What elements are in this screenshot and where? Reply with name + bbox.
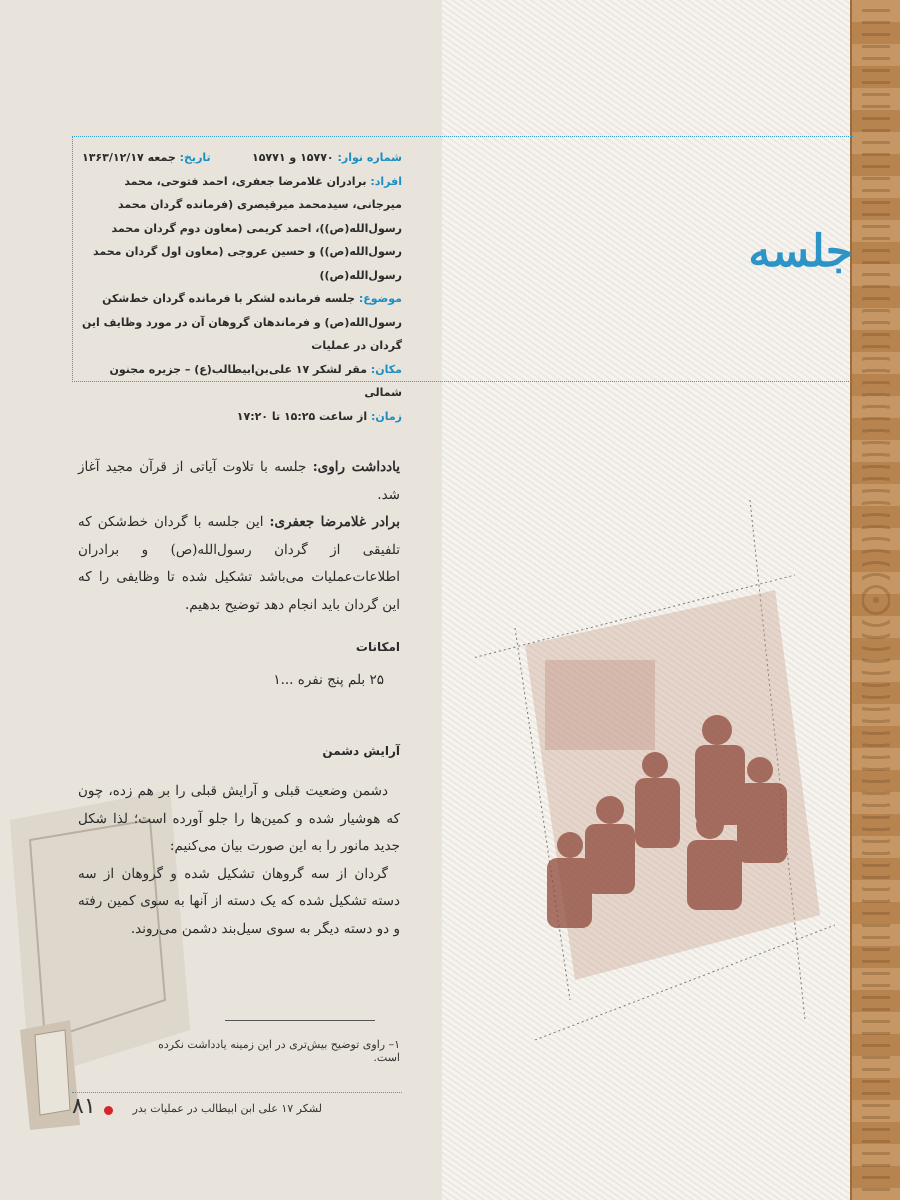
section-heading-resources: امکانات (355, 640, 400, 654)
date-label: تاریخ: (179, 151, 211, 164)
footer-rule (72, 1092, 402, 1093)
place-row (82, 358, 402, 405)
page-footer (72, 1094, 402, 1122)
enemy-layout-paragraph-2: گردان از سه گروهان تشکیل شده و گروهان از سه دسته تشکیل شده که یک دسته از آنها به سوی کمین رفته و دو دسته دیگر به سوی سیل‌بند دشمن می‌روند. (78, 865, 400, 937)
section-heading-enemy-layout: آرایش دشمن (322, 744, 400, 758)
tape-date-row (82, 146, 402, 170)
date-value: جمعه ۱۳۶۳/۱۲/۱۷ (82, 151, 176, 164)
enemy-layout-paragraph-1: دشمن وضعیت قبلی و آرایش قبلی را بر هم زده، چون که هوشیار شده و کمین‌ها را جلو آورده است؛ لذا شکل جدید مانور را به این صورت بیان می‌کنیم: (78, 783, 400, 854)
time-label: زمان: (370, 409, 402, 423)
footer-title: لشکر ۱۷ علی ابن ابیطالب در عملیات بدر (132, 1102, 322, 1115)
place-value: مقر لشکر ۱۷ علی‌بن‌ابیطالب(ع) – جزیره مجنون شمالی (109, 362, 402, 399)
people-label: افراد: (370, 174, 402, 188)
resources-text: ۲۵ بلم پنج نفره ...۱ (273, 672, 384, 688)
session-info-text (82, 146, 402, 428)
footnote: ۱– راوی توضیح بیش‌تری در این زمینه یادداشت نکرده است. (158, 1038, 400, 1064)
tape-label: شماره نوار: (337, 151, 402, 164)
people-value: برادران غلامرضا جعفری، احمد فتوحی، محمد میرجانی، سیدمحمد میرقیصری (فرمانده گردان محمد رسول‌الله(ص))، احمد کریمی (معاون دوم گردان محمد رسول‌الله(ص)) و حسین عروجی (معاون اول گردان محمد رسول‌الله(ص)) (92, 174, 402, 282)
subject-label: موضوع: (358, 292, 402, 305)
speaker-label: برادر غلامرضا جعفری: (269, 514, 400, 530)
tape-number-row (252, 146, 402, 170)
enemy-layout-text (78, 778, 400, 943)
narrator-text: جلسه با تلاوت آیاتی از قرآن مجید آغاز شد. (78, 459, 400, 503)
speaker-text: این جلسه با گردان خط‌شکن که تلفیقی از گردان رسول‌الله(ص) و برادران اطلاعات‌عملیات می‌باشد تشکیل شده تا وظایفی را که این گردان باید انجام دهد توضیح بدهیم. (78, 514, 400, 613)
time-row (82, 405, 402, 429)
speaker-paragraph (78, 509, 400, 619)
date-row (82, 146, 211, 170)
people-row (82, 170, 402, 288)
subject-value: جلسه فرمانده لشکر با فرمانده گردان خط‌شکن رسول‌الله(ص) و فرماندهان گروهان آن در مورد وظایف این گردان در عملیات (82, 292, 402, 352)
subject-row (82, 287, 402, 358)
opening-paragraphs (78, 454, 400, 619)
page-number: ۸۱ (72, 1094, 96, 1119)
narrator-note (78, 454, 400, 509)
tape-value: ۱۵۷۷۰ و ۱۵۷۷۱ (251, 151, 334, 164)
decorative-border-strip (850, 0, 900, 1200)
narrator-label: یادداشت راوی: (312, 459, 400, 475)
footer-dot-icon (104, 1106, 113, 1115)
time-value: از ساعت ۱۵:۲۵ تا ۱۷:۲۰ (236, 409, 368, 423)
place-label: مکان: (370, 362, 402, 376)
meeting-photo-sketch (475, 480, 845, 1040)
page-title: جلسه (748, 226, 853, 277)
footnote-rule (225, 1020, 375, 1021)
